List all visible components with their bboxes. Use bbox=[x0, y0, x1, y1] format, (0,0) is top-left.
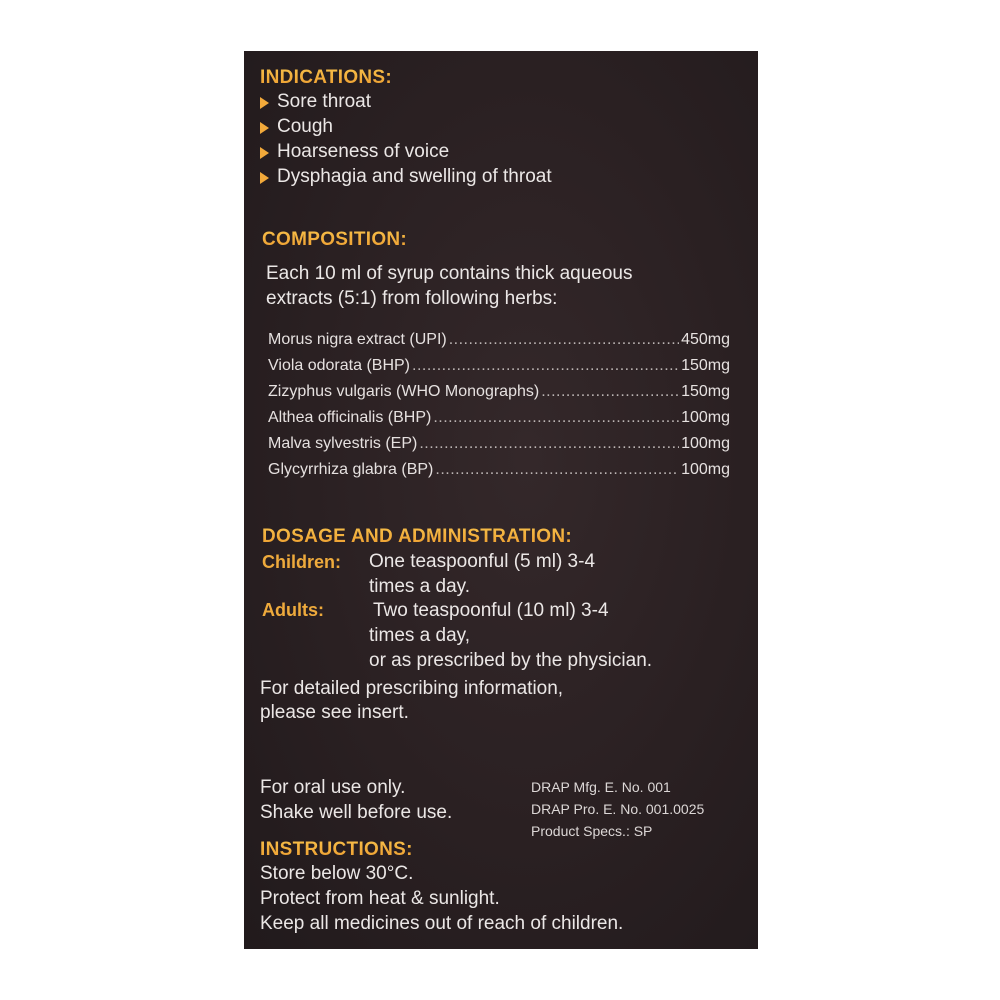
instruction-item: Protect from heat & sunlight. bbox=[260, 888, 500, 909]
herb-amount: 150mg bbox=[681, 383, 730, 400]
shake-text: Shake well before use. bbox=[260, 802, 453, 823]
product-specs: Product Specs.: SP bbox=[531, 823, 653, 839]
adults-label: Adults: bbox=[262, 600, 324, 620]
drap-pro-number: DRAP Pro. E. No. 001.0025 bbox=[531, 801, 705, 817]
dosage-heading: DOSAGE AND ADMINISTRATION: bbox=[262, 526, 573, 547]
composition-intro-line1: Each 10 ml of syrup contains thick aqueous bbox=[266, 263, 633, 284]
bullet-triangle-icon bbox=[260, 147, 269, 159]
leader-dots bbox=[412, 357, 679, 375]
children-dose-line2: times a day. bbox=[369, 576, 471, 597]
indication-text: Sore throat bbox=[277, 91, 371, 112]
herb-row bbox=[268, 461, 730, 479]
herb-name: Malva sylvestris (EP) bbox=[268, 435, 418, 452]
indication-item bbox=[260, 141, 449, 163]
instruction-item: Store below 30°C. bbox=[260, 863, 414, 884]
leader-dots bbox=[541, 383, 679, 401]
bullet-triangle-icon bbox=[260, 172, 269, 184]
bullet-triangle-icon bbox=[260, 122, 269, 134]
herb-amount: 100mg bbox=[681, 409, 730, 426]
herb-amount: 100mg bbox=[681, 435, 730, 452]
children-label: Children: bbox=[262, 552, 341, 572]
children-dose-line1: One teaspoonful (5 ml) 3-4 bbox=[369, 551, 596, 572]
herb-row bbox=[268, 409, 730, 427]
indication-text: Cough bbox=[277, 116, 333, 137]
label-panel bbox=[244, 51, 758, 949]
composition-intro-line2: extracts (5:1) from following herbs: bbox=[266, 288, 558, 309]
adults-dose-line1: Two teaspoonful (10 ml) 3-4 bbox=[373, 600, 609, 621]
adults-dose-line3: or as prescribed by the physician. bbox=[369, 650, 653, 671]
indication-text: Dysphagia and swelling of throat bbox=[277, 166, 552, 187]
indications-heading: INDICATIONS: bbox=[260, 67, 393, 88]
herb-name: Zizyphus vulgaris (WHO Monographs) bbox=[268, 383, 540, 400]
herb-row bbox=[268, 383, 730, 401]
composition-heading: COMPOSITION: bbox=[262, 229, 408, 250]
herb-amount: 150mg bbox=[681, 357, 730, 374]
adults-dose-line2: times a day, bbox=[369, 625, 471, 646]
drap-mfg-number: DRAP Mfg. E. No. 001 bbox=[531, 779, 671, 795]
herb-row bbox=[268, 357, 730, 375]
herb-name: Viola odorata (BHP) bbox=[268, 357, 410, 374]
indication-text: Hoarseness of voice bbox=[277, 141, 450, 162]
leader-dots bbox=[435, 461, 679, 479]
leader-dots bbox=[419, 435, 679, 453]
herb-row bbox=[268, 331, 730, 349]
herb-name: Althea officinalis (BHP) bbox=[268, 409, 432, 426]
oral-use-text: For oral use only. bbox=[260, 777, 406, 798]
leader-dots bbox=[433, 409, 679, 427]
instruction-item: Keep all medicines out of reach of children. bbox=[260, 913, 624, 934]
indication-item bbox=[260, 116, 333, 138]
info-line2: please see insert. bbox=[260, 702, 409, 723]
indication-item bbox=[260, 166, 552, 188]
herb-name: Glycyrrhiza glabra (BP) bbox=[268, 461, 434, 478]
indication-item bbox=[260, 91, 371, 113]
herb-amount: 100mg bbox=[681, 461, 730, 478]
leader-dots bbox=[449, 331, 679, 349]
bullet-triangle-icon bbox=[260, 97, 269, 109]
herb-name: Morus nigra extract (UPI) bbox=[268, 331, 447, 348]
instructions-heading: INSTRUCTIONS: bbox=[260, 839, 413, 860]
info-line1: For detailed prescribing information, bbox=[260, 678, 564, 699]
herb-amount: 450mg bbox=[681, 331, 730, 348]
herb-row bbox=[268, 435, 730, 453]
